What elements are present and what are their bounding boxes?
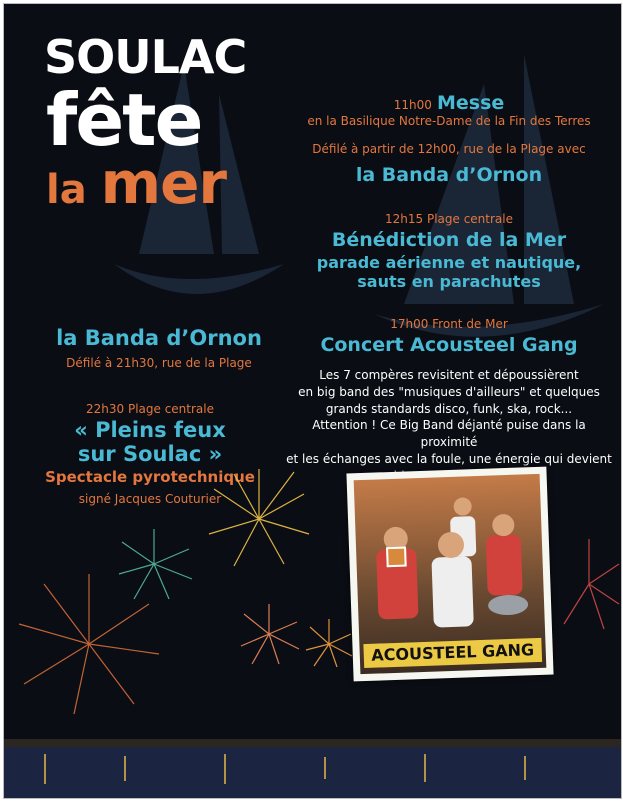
messe-place: en la Basilique Notre-Dame de la Fin des Terres <box>307 114 591 128</box>
feux-title-line2: sur Soulac » <box>77 442 223 466</box>
title-soulac: SOULAC <box>44 30 247 84</box>
messe-title: Messe <box>436 92 505 114</box>
feux-sign: signé Jacques Couturier <box>78 492 222 506</box>
concert-block <box>284 317 614 356</box>
benediction-sub2: sauts en parachutes <box>357 272 541 291</box>
firework-burst <box>564 539 619 629</box>
concert-desc-line: et les échanges avec la foule, une énergie qui devient <box>286 451 612 466</box>
band-photo-caption: ACOUSTEEL GANG <box>363 638 542 668</box>
messe-block <box>284 92 614 128</box>
feux-time-place: 22h30 Plage centrale <box>86 402 214 416</box>
concert-desc-line: grands standards disco, funk, ska, rock... <box>325 401 573 416</box>
benediction-block <box>284 212 614 291</box>
firework-burst <box>209 469 309 566</box>
band-photo-image <box>354 474 547 674</box>
harbour-water <box>4 744 621 798</box>
concert-desc-line: en big band des "musiques d'ailleurs" et quelques <box>298 384 600 399</box>
firework-burst <box>119 529 192 599</box>
firework-burst <box>241 604 299 664</box>
title-mer: mer <box>100 149 227 217</box>
poster <box>3 3 622 799</box>
harbour-shore <box>4 739 621 747</box>
benediction-sub1: parade aérienne et nautique, <box>316 253 582 272</box>
band-photo <box>346 467 553 682</box>
band-logo-icon <box>386 547 407 568</box>
concert-desc-line: Les 7 compères revisitent et dépoussièrent <box>319 368 579 382</box>
concert-title: Concert Acousteel Gang <box>320 334 578 356</box>
messe-time: 11h00 <box>393 98 432 112</box>
firework-burst <box>19 574 159 714</box>
title-fete: fête <box>46 78 202 162</box>
title-la-mer <box>46 149 286 217</box>
banda-soir-block <box>19 326 299 370</box>
feux-title-line1: « Pleins feux <box>74 418 226 442</box>
concert-time-place: 17h00 Front de Mer <box>390 317 508 331</box>
defile-midi-text: Défilé à partir de 12h00, rue de la Plage avec <box>312 142 586 156</box>
benediction-title: Bénédiction de la Mer <box>331 229 567 251</box>
banda-soir-title: la Banda d’Ornon <box>56 326 262 350</box>
firework-burst <box>306 619 352 667</box>
banda-soir-text: Défilé à 21h30, rue de la Plage <box>66 356 252 370</box>
concert-desc-line: Attention ! Ce Big Band déjanté puise dans la proximité <box>312 418 586 450</box>
defile-midi-block <box>284 142 614 186</box>
benediction-time-place: 12h15 Plage centrale <box>385 212 513 226</box>
defile-midi-band: la Banda d’Ornon <box>355 164 543 186</box>
feux-sub: Spectacle pyrotechnique <box>45 468 255 486</box>
title-la: la <box>46 167 87 213</box>
